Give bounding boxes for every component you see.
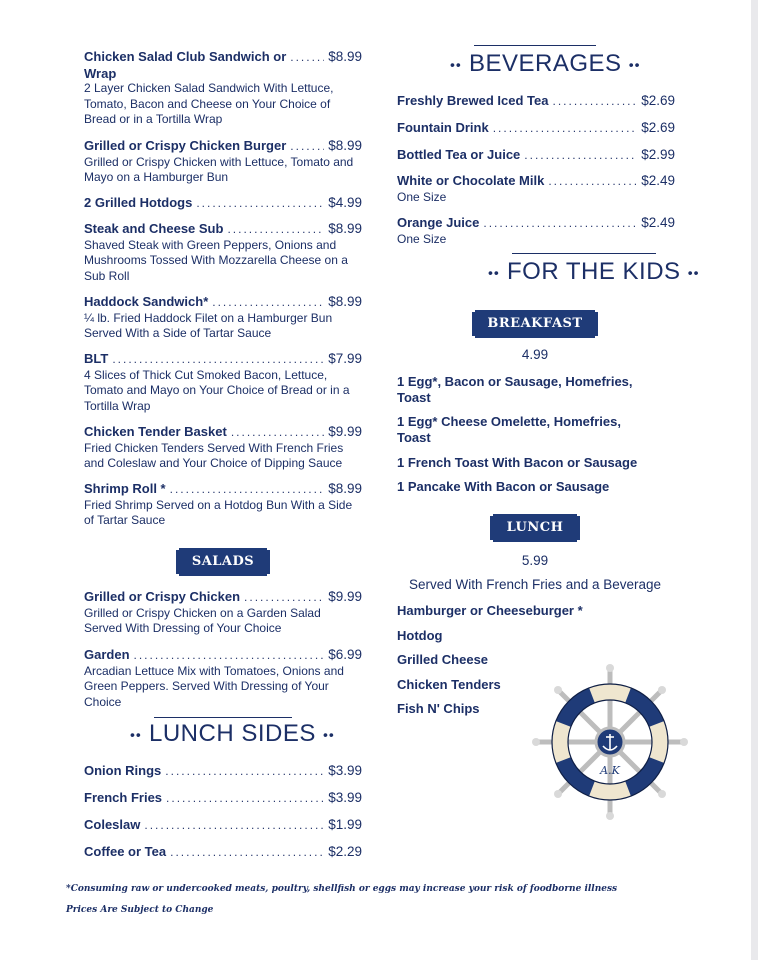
item-name: Haddock Sandwich*: [84, 294, 209, 309]
item-desc: Tomato and Mayo on Your Choice of Bread or in a: [84, 383, 350, 397]
breakfast-price: 4.99: [521, 347, 549, 362]
item-name-continued: Wrap: [84, 65, 117, 81]
heading-text: BEVERAGES: [468, 50, 622, 77]
kids-lunch-item: Fish N' Chips: [397, 701, 480, 716]
item-line: 1 Egg*, Bacon or Sausage, Homefries,: [397, 374, 633, 389]
leader-dots: [483, 216, 637, 232]
menu-item: [84, 424, 362, 472]
menu-item: [397, 173, 675, 205]
item-price: $4.99: [328, 195, 362, 210]
item-name: Freshly Brewed Iced Tea: [397, 93, 549, 108]
section-rule: [512, 253, 656, 254]
section-rule: [474, 45, 596, 46]
leader-dots: [290, 50, 324, 66]
item-desc: Served With Dressing of Your Choice: [84, 621, 282, 635]
item-line: Toast: [397, 389, 431, 405]
item-desc: Tortilla Wrap: [84, 398, 151, 413]
item-name: BLT: [84, 351, 109, 366]
item-name: Chicken Salad Club Sandwich or: [84, 49, 287, 64]
leader-dots: [231, 425, 324, 441]
leader-dots: [166, 791, 324, 807]
heading-bullets: ••: [628, 56, 641, 73]
item-price: $6.99: [328, 647, 362, 662]
heading-text: LUNCH SIDES: [148, 720, 316, 747]
menu-item: [397, 147, 675, 164]
leader-dots: [548, 174, 637, 190]
item-name: Grilled or Crispy Chicken Burger: [84, 138, 287, 153]
leader-dots: [144, 818, 324, 834]
lunch-badge: LUNCH: [493, 514, 577, 542]
item-name: Coleslaw: [84, 817, 141, 832]
leader-dots: [134, 648, 325, 664]
menu-item: [84, 763, 362, 780]
for-the-kids-heading: [488, 258, 700, 286]
item-desc: One Size: [397, 231, 447, 246]
prices-note: Prices Are Subject to Change: [66, 905, 214, 915]
menu-item: [397, 93, 675, 110]
heading-text: FOR THE KIDS: [506, 258, 681, 285]
leader-dots: [196, 196, 324, 212]
kids-breakfast-item: [397, 374, 657, 405]
item-desc: Shaved Steak with Green Peppers, Onions and: [84, 237, 337, 252]
leader-dots: [212, 295, 324, 311]
item-price: $3.99: [328, 763, 362, 778]
item-desc: Fried Shrimp Served on a Hotdog Bun With a Side: [84, 497, 353, 512]
item-price: $9.99: [328, 589, 362, 604]
ship-wheel-icon: [530, 662, 690, 822]
item-line: Toast: [397, 429, 431, 445]
leader-dots: [524, 148, 637, 164]
leader-dots: [112, 352, 324, 368]
item-desc: Green Peppers. Served With Dressing of Your: [84, 679, 329, 693]
lunch-note: Served With French Fries and a Beverage: [408, 577, 662, 592]
item-line: 1 Pancake With Bacon or Sausage: [397, 479, 610, 494]
item-desc: Sub Roll: [84, 268, 130, 283]
menu-item: [84, 138, 362, 186]
menu-item: [84, 790, 362, 807]
leader-dots: [170, 845, 324, 861]
item-desc: Arcadian Lettuce Mix with Tomatoes, Onions and: [84, 663, 344, 678]
item-name: Grilled or Crispy Chicken: [84, 589, 241, 604]
item-desc: Served With a Side of Tartar Sauce: [84, 326, 272, 340]
wheel-label: A.K: [600, 764, 620, 777]
beverages-heading: [450, 50, 641, 78]
kids-breakfast-item: [397, 414, 657, 445]
item-name: Fountain Drink: [397, 120, 489, 135]
menu-item: [84, 195, 362, 212]
menu-item: [84, 351, 362, 414]
item-price: $9.99: [328, 424, 362, 439]
menu-item: [84, 844, 362, 861]
item-name: Steak and Cheese Sub: [84, 221, 224, 236]
item-price: $8.99: [328, 138, 362, 153]
heading-bullets: ••: [488, 264, 500, 281]
item-line: 1 Egg* Cheese Omelette, Homefries,: [397, 414, 621, 429]
item-name: Chicken Tender Basket: [84, 424, 227, 439]
menu-item: [84, 221, 362, 284]
menu-item: [84, 49, 362, 128]
leader-dots: [553, 94, 638, 110]
menu-item: [397, 215, 675, 247]
item-desc: Tomato, Bacon and Cheese on Your Choice of: [84, 96, 331, 111]
food-safety-warning: *Consuming raw or undercooked meats, poultry, shellfish or eggs may increase your risk of foodborne illness: [66, 884, 618, 894]
kids-breakfast-item: [397, 479, 657, 495]
salads-badge: SALADS: [179, 548, 267, 576]
item-price: $2.49: [641, 173, 675, 188]
kids-breakfast-item: [397, 455, 657, 471]
item-desc: Grilled or Crispy Chicken on a Garden Salad: [84, 605, 321, 620]
heading-bullets: ••: [687, 264, 700, 281]
kids-lunch-item: Hotdog: [397, 628, 443, 643]
item-desc: Bread or in a Tortilla Wrap: [84, 112, 223, 126]
item-name: Shrimp Roll *: [84, 481, 166, 496]
menu-item: [84, 481, 362, 529]
item-price: $2.29: [328, 844, 362, 859]
leader-dots: [290, 139, 324, 155]
menu-item: [84, 294, 362, 342]
leader-dots: [165, 764, 324, 780]
item-desc: Mayo on a Hamburger Bun: [84, 170, 229, 184]
item-price: $3.99: [328, 790, 362, 805]
heading-bullets: ••: [323, 726, 335, 743]
item-line: 1 French Toast With Bacon or Sausage: [397, 455, 638, 470]
item-name: Garden: [84, 647, 130, 662]
menu-item: [84, 817, 362, 834]
item-desc: and Coleslaw and Your Choice of Dipping Sauce: [84, 456, 343, 470]
lunch-price: 5.99: [521, 553, 549, 568]
item-desc: of Tartar Sauce: [84, 513, 166, 527]
item-price: $2.69: [641, 93, 675, 108]
lunch-sides-heading: [130, 720, 335, 748]
kids-lunch-item: Chicken Tenders: [397, 677, 501, 692]
breakfast-badge: BREAKFAST: [475, 310, 595, 338]
item-name: White or Chocolate Milk: [397, 173, 545, 188]
heading-bullets: ••: [130, 726, 142, 743]
item-price: $8.99: [328, 49, 362, 64]
leader-dots: [493, 121, 637, 137]
item-name: Onion Rings: [84, 763, 162, 778]
item-name: 2 Grilled Hotdogs: [84, 195, 193, 210]
item-price: $2.99: [641, 147, 675, 162]
item-price: $2.69: [641, 120, 675, 135]
item-desc: Grilled or Crispy Chicken with Lettuce, Tomato and: [84, 154, 354, 169]
item-desc: 2 Layer Chicken Salad Sandwich With Lettuce,: [84, 81, 334, 95]
menu-item: [84, 647, 362, 710]
leader-dots: [244, 590, 324, 606]
kids-lunch-item: Grilled Cheese: [397, 652, 489, 667]
item-price: $2.49: [641, 215, 675, 230]
item-desc: Mushrooms Tossed With Mozzarella Cheese on a: [84, 253, 348, 267]
item-desc: Choice: [84, 694, 122, 709]
item-price: $8.99: [328, 481, 362, 496]
item-price: $1.99: [328, 817, 362, 832]
item-name: Coffee or Tea: [84, 844, 167, 859]
heading-bullets: ••: [450, 56, 462, 73]
item-desc: One Size: [397, 189, 447, 204]
kids-lunch-item: Hamburger or Cheeseburger *: [397, 603, 583, 618]
page-edge: [751, 0, 758, 960]
item-desc: 4 Slices of Thick Cut Smoked Bacon, Lettuce,: [84, 367, 328, 382]
leader-dots: [227, 222, 324, 238]
item-price: $7.99: [328, 351, 362, 366]
item-name: Bottled Tea or Juice: [397, 147, 521, 162]
section-rule: [154, 717, 292, 718]
item-name: Orange Juice: [397, 215, 480, 230]
menu-item: [397, 120, 675, 137]
item-desc: ¼ lb. Fried Haddock Filet on a Hamburger Bun: [84, 310, 333, 325]
item-price: $8.99: [328, 294, 362, 309]
item-desc: Fried Chicken Tenders Served With French Fries: [84, 440, 344, 455]
item-price: $8.99: [328, 221, 362, 236]
item-name: French Fries: [84, 790, 163, 805]
leader-dots: [170, 482, 325, 498]
menu-item: [84, 589, 362, 637]
